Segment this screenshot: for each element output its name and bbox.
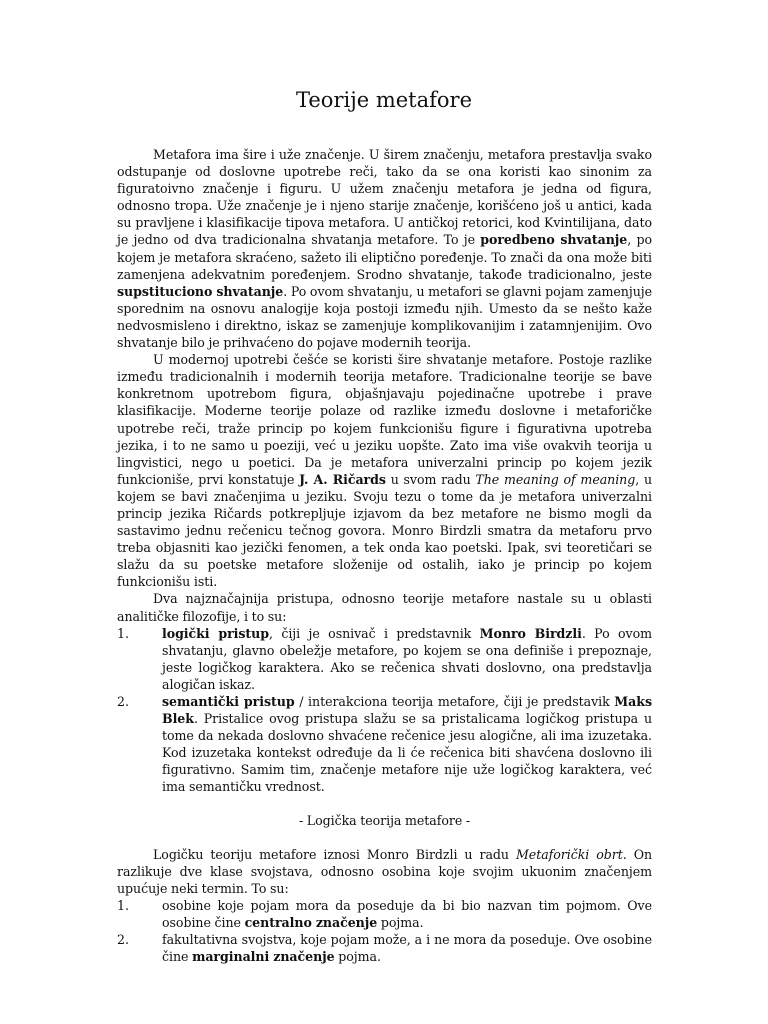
- term-semantic-approach: semantički pristup: [162, 694, 295, 709]
- text-run: . Po ovom shvatanju, u metafori se glavni pojam zamenjuje sporednim na osnovu analogije koja postoji između njih. Umesto da se nešto kaže nedvosmisleno i direktno, iskaz se zamenjuje komplikovanijim i zatamnjenijim. Ovo shvatanje bilo je prihvaćeno do pojave modernih teorija.: [117, 283, 652, 351]
- author-beardsley: Monro Birdzli: [479, 625, 582, 641]
- text-run: Logičku teoriju metafore iznosi Monro Birdzli u radu: [153, 846, 516, 862]
- list-item-semantic-approach: [117, 693, 652, 796]
- author-black: Maks Blek: [162, 694, 652, 727]
- text-run: . Po ovom shvatanju, glavno obeležje metafore, po kojem se ona definiše i prepoznaje, jeste logičkog karaktera. Ako se rečenica shvati doslovno, ona predstavlja alogičan iskaz.: [162, 625, 652, 692]
- text-run: fakultativna svojstva, koje pojam može, a i ne mora da poseduje. Ove osobine čine: [162, 932, 652, 965]
- text-run: U modernoj upotrebi češće se koristi šire shvatanje metafore. Postoje razlike između tradicionalnih i modernih teorija metafore. Tradicionalne teorije se bave konkretnom upotrebom figura, objašnjavaju pojedinačne upotrebe i prave klasifikacije. Moderne teorije polaze od razlike između doslovne i metaforičke upotrebe reči, traže princip po kojem funkcionišu figure i figurativna upotreba jezika, i to ne samo u poeziji, već u jeziku uopšte. Zato ima više ovakvih teorija u lingvistici, nego u poetici. Da je metafora univerzalni princip po kojem jezik funkcioniše, prvi konstatuje: [117, 352, 652, 487]
- document-title: Teorije metafore: [296, 88, 472, 112]
- term-logical-approach: logički pristup: [162, 625, 269, 641]
- text-run: pojma.: [334, 949, 381, 965]
- text-run: u svom radu: [385, 471, 476, 487]
- text-run: / interakciona teorija metafore, čiji je predstavik: [294, 694, 615, 709]
- work-title: The meaning of meaning: [475, 471, 636, 487]
- section-heading: - Logička teorija metafore -: [298, 812, 471, 828]
- text-run: , po kojem je metafora skraćeno, sažeto ili eliptično poređenje. To znači da ona može biti zamenjena adekvatnim poređenjem. Srodno shvatanje, takođe tradicionalno, jeste: [117, 232, 652, 282]
- list-item-text: [162, 693, 652, 796]
- work-title: Metaforički obrt: [515, 846, 623, 862]
- list-number: 2.: [117, 932, 129, 948]
- list-item-text: [162, 897, 652, 931]
- text-run: . On razlikuje dve klase svojstava, odnosno osobina koje svojim ukuonim značenjem upućuje neki termin. To su:: [117, 846, 653, 896]
- text-run: pojma.: [377, 915, 424, 931]
- list-number: 1.: [117, 625, 129, 641]
- term-marginal-meaning: marginalni značenje: [192, 949, 335, 965]
- list-item-text: [162, 625, 652, 693]
- term-comparison-view: poredbeno shvatanje: [480, 232, 628, 248]
- text-run: osobine koje pojam mora da poseduje da bi bio nazvan tim pojmom. Ove osobine čine: [162, 897, 652, 931]
- term-substitution-view: supstituciono shvatanje: [117, 283, 284, 299]
- list-item-logical-approach: [117, 625, 652, 693]
- list-number: 1.: [117, 897, 129, 913]
- text-run: , u kojem se bavi značenjima u jeziku. Svoju tezu o tome da je metafora univerzalni princip jezika Ričards potkrepljuje izjavom da bez metafore ne bismo mogli da sastavimo jednu rečenicu tečnog govora. Monro Birdzli smatra da metaforu prvo treba objasniti kao jezički fenomen, a tek onda kao poetski. Ipak, svi teoretičari se slažu da su poetske metafore složenije od ostalih, iako je princip po kojem funkcionišu isti.: [117, 471, 653, 590]
- paragraph-two-approaches: Dva najznačajnija pristupa, odnosno teorije metafore nastale su u oblasti analitičke filozofije, i to su:: [117, 591, 652, 624]
- text-run: , čiji je osnivač i predstavnik: [269, 625, 480, 641]
- text-run: . Pristalice ovog pristupa slažu se sa pristalicama logičkog pristupa u tome da nekada doslovno shvaćene rečenice jesu alogične, ali ima izuzetaka. Kod izuzetaka kontekst određuje da li će rečenica biti shavćena doslovno ili figurativno. Samim tim, značenje metafore nije uže logičkog karaktera, već ima semantičku vrednost.: [162, 711, 652, 795]
- paragraph-metaphor-definition: [117, 146, 652, 351]
- author-richards: J. A. Ričards: [299, 471, 386, 487]
- list-number: 2.: [117, 694, 129, 709]
- paragraph-modern-theories: [117, 351, 652, 590]
- text-run: Metafora ima šire i uže značenje. U širem značenju, metafora prestavlja svako odstupanje od doslovne upotrebe reči, tako da se ona koristi kao sinonim za figuratoivno značenje i figuru. U užem značenju metafora je jedna od figura, odnosno tropa. Uže značenje je i njeno starije značenje, korišćeno još u antici, kada su pravljene i klasifikacije tipova metafora. U antičkoj retorici, kod Kvintilijana, dato je jedno od dva tradicionalna shvatanja metafore. To je: [117, 147, 652, 248]
- paragraph-logical-theory: [117, 846, 652, 897]
- list-item-central-meaning: [117, 897, 652, 931]
- term-central-meaning: centralno značenje: [244, 915, 378, 931]
- list-item-text: [162, 931, 652, 965]
- document-body: [117, 146, 652, 965]
- list-item-marginal-meaning: [117, 931, 652, 965]
